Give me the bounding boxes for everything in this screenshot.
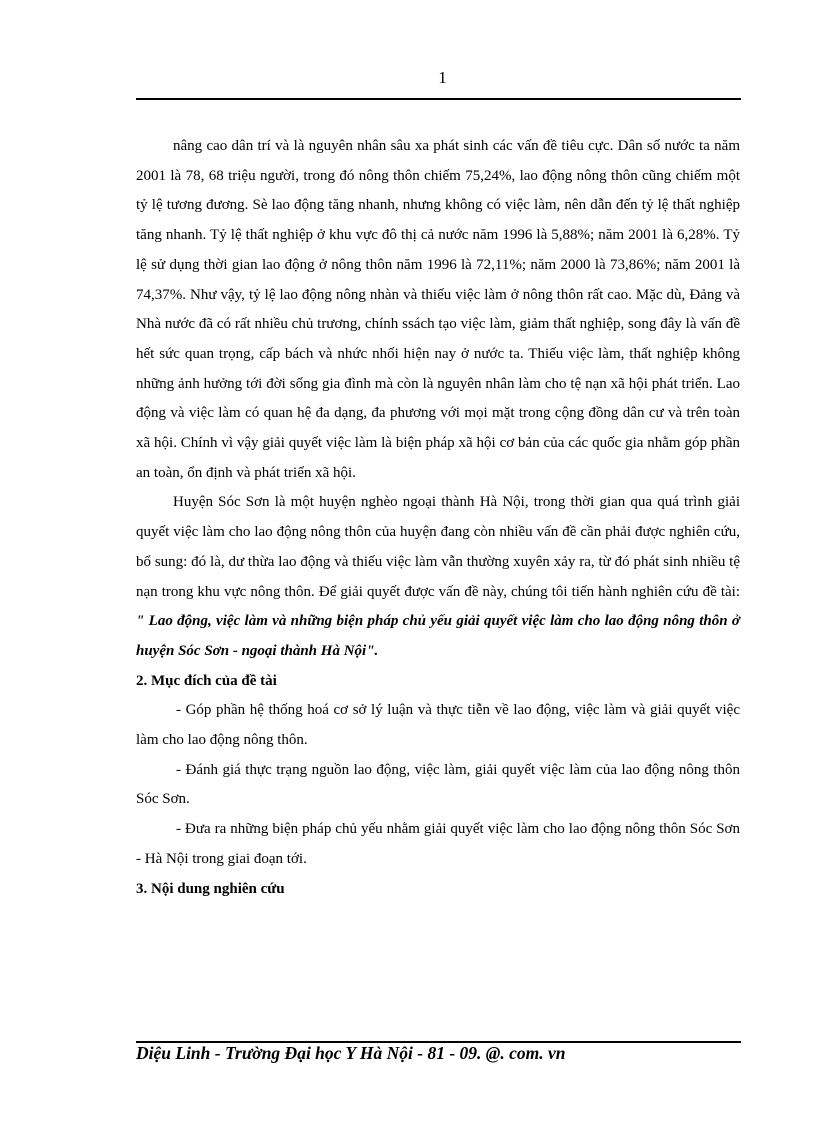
document-body (136, 132, 740, 904)
paragraph-2 (136, 488, 740, 666)
page-number: 1 (438, 68, 447, 87)
footer-text: Diệu Linh - Trường Đại học Y Hà Nội - 81 - 09. @. com. vn (136, 1043, 566, 1063)
research-title: " Lao động, việc làm và những biện pháp chủ yếu giải quyết việc làm cho lao động nông thôn ở huyện Sóc Sơn - ngoại thành Hà Nội". (136, 613, 740, 659)
section-heading-2: 2. Mục đích của đề tài (136, 672, 277, 689)
paragraph-1: nâng cao dân trí và là nguyên nhân sâu xa phát sinh các vấn đề tiêu cực. Dân số nước ta năm 2001 là 78, 68 triệu người, trong đó nông thôn chiếm 75,24%, lao động nông thôn cũng chiếm một tỷ lệ tương đương. Sè lao động tăng nhanh, nhưng không có việc làm, nên dẫn đến tỷ lệ thất nghiệp tăng nhanh. Tỷ lệ thất nghiệp ở khu vực đô thị cả nước năm 1996 là 5,88%; năm 2001 là 6,28%. Tỷ lệ sử dụng thời gian lao động ở nông thôn năm 1996 là 72,11%; năm 2000 là 73,86%; năm 2001 là 74,37%. Như vậy, tỷ lệ lao động nông nhàn và thiếu việc làm ở nông thôn rất cao. Mặc dù, Đảng và Nhà nước đã có rất nhiều chủ trương, chính ssách tạo việc làm, giảm thất nghiệp, song đây là vấn đề hết sức quan trọng, cấp bách và nhức nhối hiện nay ở nước ta. Thiếu việc làm, thất nghiệp không những ảnh hưởng tới đời sống gia đình mà còn là nguyên nhân làm cho tệ nạn xã hội phát triển. Lao động và việc làm có quan hệ đa dạng, đa phương với mọi mặt trong cộng đồng dân cư và trên toàn xã hội. Chính vì vậy giải quyết việc làm là biện pháp xã hội cơ bản của các quốc gia nhằm góp phần an toàn, ổn định và phát triển xã hội. (136, 138, 740, 481)
section-heading-3: 3. Nội dung nghiên cứu (136, 880, 285, 897)
bullet-item-1: - Góp phần hệ thống hoá cơ sở lý luận và thực tiễn về lao động, việc làm và giải quyết việc làm cho lao động nông thôn. (136, 702, 740, 749)
paragraph-2-text: Huyện Sóc Sơn là một huyện nghèo ngoại thành Hà Nội, trong thời gian qua quá trình giải quyết việc làm cho lao động nông thôn của huyện đang còn nhiều vấn đề cần phải được nghiên cứu, bổ sung: đó là, dư thừa lao động và thiếu việc làm vẫn thường xuyên xảy ra, từ đó phát sinh nhiều tệ nạn trong khu vực nông thôn. Để giải quyết được vấn đề này, chúng tôi tiến hành nghiên cứu đề tài: (136, 494, 740, 600)
bullet-item-3: - Đưa ra những biện pháp chủ yếu nhằm giải quyết việc làm cho lao động nông thôn Sóc Sơn - Hà Nội trong giai đoạn tới. (136, 821, 740, 867)
header-divider (136, 98, 741, 100)
bullet-item-2: - Đánh giá thực trạng nguồn lao động, việc làm, giải quyết việc làm của lao động nông thôn Sóc Sơn. (136, 761, 740, 808)
